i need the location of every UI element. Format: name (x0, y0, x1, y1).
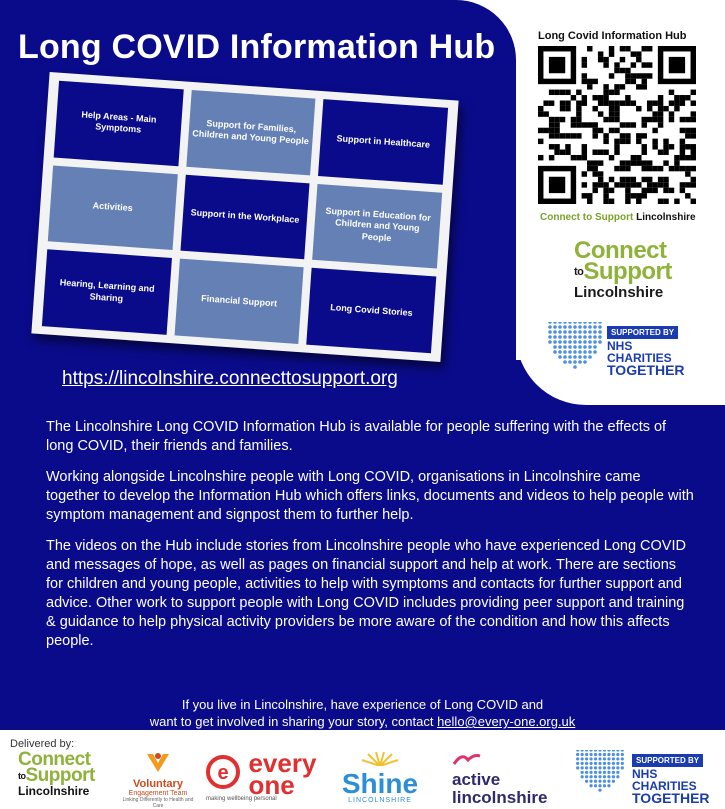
footer-cts-line1: Connect (18, 749, 91, 770)
footer-cts-support: Support (25, 765, 95, 786)
footer-active-lincolnshire-logo (452, 752, 562, 807)
nhs-line1: NHS (607, 339, 633, 353)
hub-url-link[interactable]: https://lincolnshire.connecttosupport.org (62, 368, 398, 389)
everyone-word1: every (248, 748, 317, 778)
paragraph-intro: The Lincolnshire Long COVID Information Hub is available for people suffering with the effects of long COVID, their friends and families. (46, 419, 667, 454)
footer-cts-line2 (18, 765, 106, 786)
contact-email-link[interactable]: hello@every-one.org.uk (437, 714, 576, 729)
connect-to-support-logo (574, 237, 684, 301)
paragraph-videos: The videos on the Hub include stories from Lincolnshire people who have experienced Long COVID and messages of hope, as well as pages on financial support and help at work. There are sections for children and young people, activities to help with symptoms and contacts for further support and advice. Other work to support people with Long COVID includes providing peer support and training & guidance to help physical activity providers be more aware of the condition and how this affects people. (46, 538, 686, 649)
footer-nhs-charities-logo (570, 750, 720, 806)
hub-preview (31, 72, 458, 362)
footer-nhs-line3: TOGETHER (632, 790, 710, 806)
page-title: Long COVID Information Hub (18, 28, 496, 66)
tile-hearing-learning-and-sharing[interactable]: Hearing, Learning and Sharing (42, 250, 172, 335)
cts-line2 (574, 258, 684, 285)
qr-caption-suffix: Lincolnshire (636, 212, 696, 223)
tile-activities[interactable]: Activities (48, 165, 178, 250)
everyone-tag: making wellbeing personal (206, 796, 277, 802)
cts-to: to (574, 266, 584, 278)
delivered-by-label: Delivered by: (10, 738, 75, 750)
contact-line2 (0, 713, 725, 730)
tile-long-covid-stories[interactable]: Long Covid Stories (307, 268, 437, 353)
contact-text (0, 696, 725, 730)
tile-support-in-education-for-children-and-young-people[interactable]: Support in Education for Children and Young People (312, 184, 442, 269)
tile-support-in-healthcare[interactable]: Support in Healthcare (318, 99, 448, 184)
shine-sub: LINCOLNSHIRE (348, 797, 412, 804)
tile-support-for-families-children-and-young-people[interactable]: Support for Families, Children and Young People (186, 90, 316, 175)
nhs-line3: TOGETHER (607, 362, 685, 378)
footer-nhs-line1: NHS (632, 767, 658, 781)
vet-line2: Engagement Team (128, 790, 188, 797)
shine-word: Shine (341, 768, 419, 799)
nhs-badge: SUPPORTED BY (607, 326, 678, 339)
footer-connect-to-support-logo (18, 749, 106, 798)
footer-nhs-line2: CHARITIES (632, 779, 697, 793)
active-line1: active (452, 770, 501, 789)
cts-line1: Connect (574, 237, 667, 264)
shine-rays-icon (328, 752, 432, 766)
tile-financial-support[interactable]: Financial Support (174, 259, 304, 344)
footer-nhs-text (632, 768, 710, 804)
qr-title: Long Covid Information Hub (538, 30, 687, 42)
qr-code-icon[interactable] (538, 46, 696, 204)
active-line2: lincolnshire (452, 788, 548, 807)
tile-support-in-the-workplace[interactable]: Support in the Workplace (180, 174, 310, 259)
nhs-charities-logo (545, 322, 695, 378)
paragraph-development: Working alongside Lincolnshire people with Long COVID, organisations in Lincolnshire came together to develop the Information Hub which offers links, documents and videos to help people with symptom management and signpost them to further help. (46, 469, 694, 523)
tile-help-areas-main-symptoms[interactable]: Help Areas - Main Symptoms (54, 81, 184, 166)
tile-grid (42, 81, 448, 354)
active-swoosh-icon (452, 752, 482, 766)
qr-caption (540, 212, 696, 223)
everyone-word (248, 748, 317, 800)
footer-vet-logo (118, 752, 198, 809)
everyone-mark: e (217, 762, 229, 784)
nhs-text (607, 340, 685, 376)
qr-caption-prefix: Connect to Support (540, 212, 634, 223)
footer-cts-to: to (18, 771, 26, 781)
vet-line1: Voluntary (133, 778, 183, 790)
vet-v-icon (145, 752, 171, 774)
footer-shine-logo (328, 752, 432, 804)
footer-everyone-logo (206, 748, 324, 802)
heart-icon (545, 322, 605, 378)
body-text (46, 418, 696, 663)
nhs-line2: CHARITIES (607, 351, 672, 365)
contact-line1: If you live in Lincolnshire, have experience of Long COVID and (181, 697, 544, 712)
footer-nhs-badge: SUPPORTED BY (632, 754, 703, 767)
everyone-word2: one (248, 770, 295, 800)
cts-line3: Lincolnshire (574, 284, 664, 301)
footer-heart-icon (570, 750, 630, 800)
cts-support: Support (583, 258, 672, 285)
contact-line2-text: want to get involved in sharing your story, contact (149, 714, 434, 729)
vet-line3: Linking Differently to Health and Care (122, 797, 194, 809)
footer-cts-line3: Lincolnshire (18, 784, 90, 798)
everyone-e-icon (206, 752, 240, 792)
